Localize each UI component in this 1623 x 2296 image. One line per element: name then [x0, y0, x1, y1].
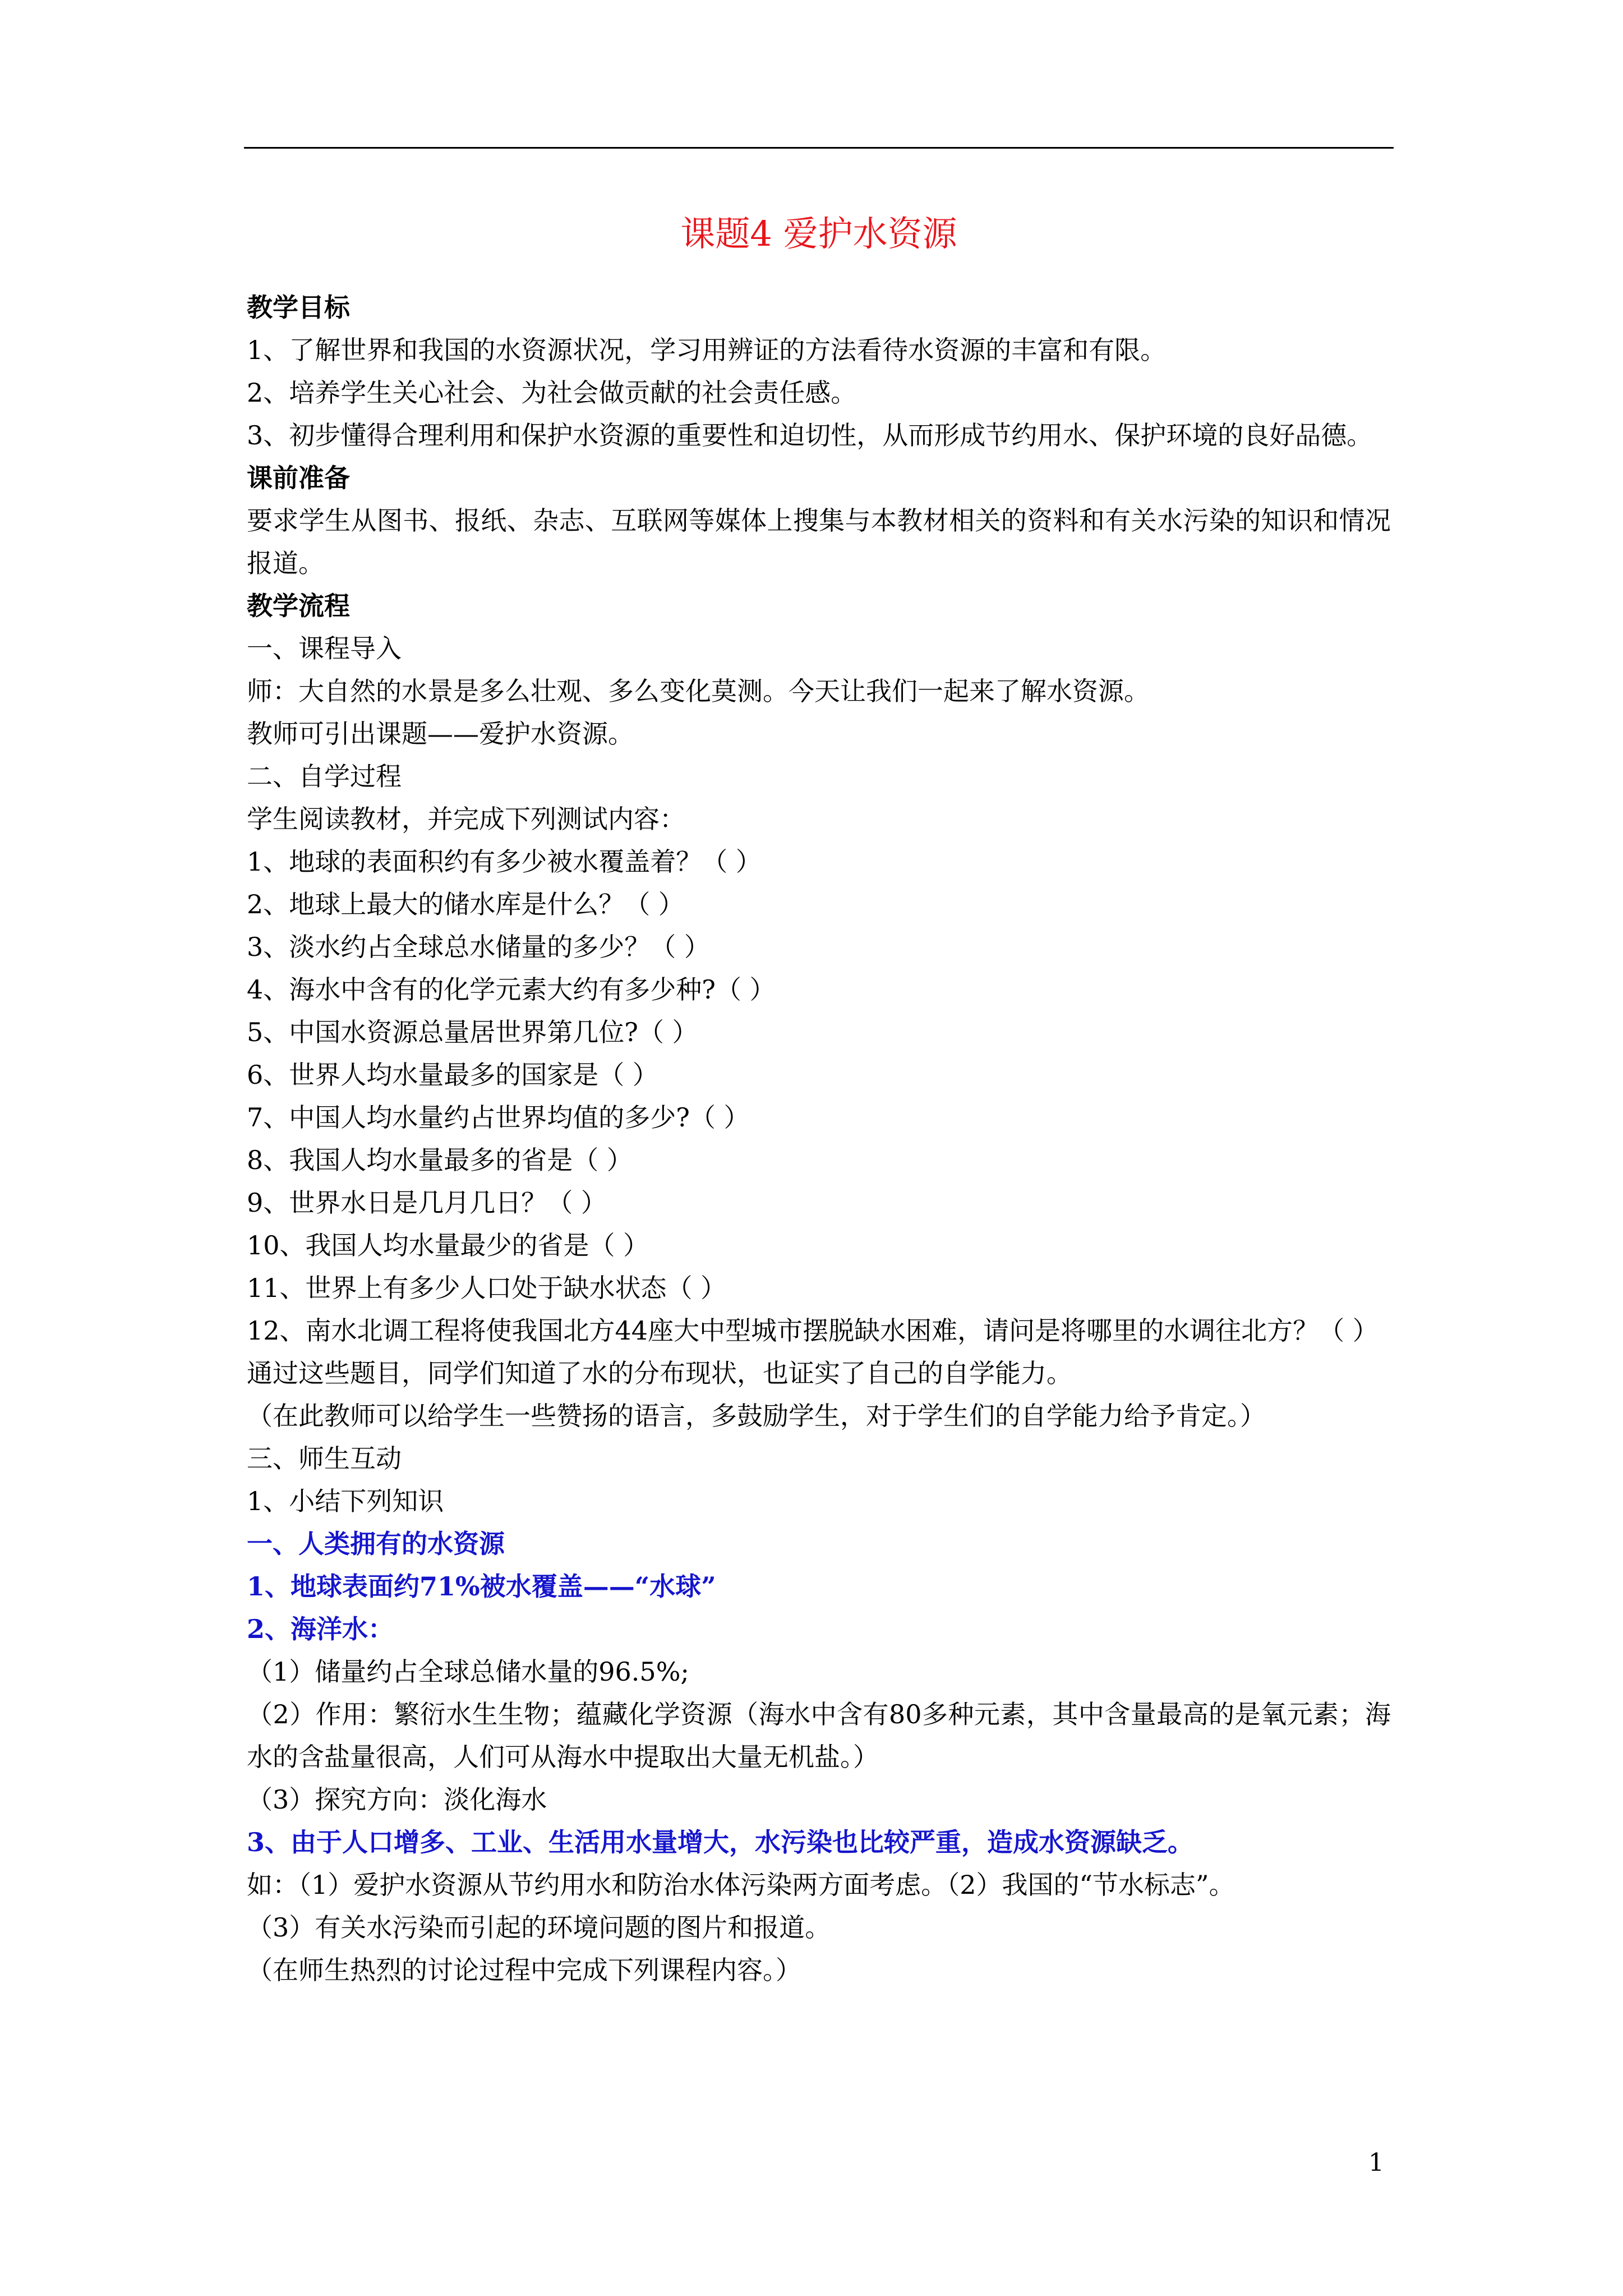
- document-body: [247, 286, 1391, 1991]
- closing-line: （在师生热烈的讨论过程中完成下列课程内容。）: [247, 1955, 801, 1985]
- section-heading-process: 教学流程: [247, 591, 350, 621]
- intro-line: 教师可引出课题——爱护水资源。: [247, 719, 634, 749]
- summary-line: 通过这些题目，同学们知道了水的分布现状，也证实了自己的自学能力。: [247, 1358, 1072, 1388]
- part-intro-heading: 一、课程导入: [247, 633, 402, 664]
- example-line: （3）有关水污染而引起的环境问题的图片和报道。: [247, 1912, 831, 1943]
- question-item: 7、中国人均水量约占世界均值的多少?（ ）: [247, 1102, 750, 1133]
- section-heading-preparation: 课前准备: [247, 463, 350, 493]
- knowledge-heading: 一、人类拥有的水资源: [247, 1529, 505, 1559]
- ocean-item: （3）探究方向：淡化海水: [247, 1784, 547, 1815]
- question-item: 8、我国人均水量最多的省是（ ）: [247, 1145, 633, 1175]
- question-item: 3、淡水约占全球总水储量的多少？（ ）: [247, 932, 710, 962]
- header-rule: [244, 147, 1394, 149]
- knowledge-point-2: 2、海洋水：: [247, 1614, 394, 1644]
- knowledge-point-3: 3、由于人口增多、工业、生活用水量增大，水污染也比较严重，造成水资源缺乏。: [247, 1827, 1194, 1857]
- section-heading-objectives: 教学目标: [247, 292, 350, 323]
- teacher-line: 师：大自然的水景是多么壮观、多么变化莫测。今天让我们一起来了解水资源。: [247, 676, 1150, 706]
- summary-subheading: 1、小结下列知识: [247, 1486, 444, 1516]
- question-item: 5、中国水资源总量居世界第几位?（ ）: [247, 1017, 698, 1047]
- question-item: 9、世界水日是几月几日？（ ）: [247, 1188, 607, 1218]
- objective-1: 1、了解世界和我国的水资源状况，学习用辨证的方法看待水资源的丰富和有限。: [247, 335, 1166, 365]
- part-interaction-heading: 三、师生互动: [247, 1443, 402, 1474]
- page-title: 课题4 爱护水资源: [680, 213, 957, 254]
- part-selfstudy-heading: 二、自学过程: [247, 761, 402, 792]
- objective-3: 3、初步懂得合理利用和保护水资源的重要性和迫切性，从而形成节约用水、保护环境的良好品德。: [247, 420, 1373, 450]
- ocean-item: （2）作用：繁衍水生生物；蕴藏化学资源（海水中含有80多种元素，其中含量最高的是氧元素；海水的含盐量很高，人们可从海水中提取出大量无机盐。）: [247, 1699, 1391, 1772]
- example-line: 如：（1）爱护水资源从节约用水和防治水体污染两方面考虑。（2）我国的“节水标志”。: [247, 1870, 1235, 1900]
- question-item: 2、地球上最大的储水库是什么？（ ）: [247, 889, 684, 919]
- question-item: 1、地球的表面积约有多少被水覆盖着？（ ）: [247, 846, 762, 877]
- knowledge-point-1: 1、地球表面约71%被水覆盖——“水球”: [247, 1571, 716, 1602]
- page-number: 1: [1368, 2148, 1384, 2177]
- question-item: 6、世界人均水量最多的国家是（ ）: [247, 1060, 658, 1090]
- encourage-line: （在此教师可以给学生一些赞扬的语言，多鼓励学生，对于学生们的自学能力给予肯定。）: [247, 1401, 1266, 1431]
- preparation-text: 要求学生从图书、报纸、杂志、互联网等媒体上搜集与本教材相关的资料和有关水污染的知识和情况报道。: [247, 505, 1391, 578]
- objective-2: 2、培养学生关心社会、为社会做贡献的社会责任感。: [247, 378, 857, 408]
- question-item: 11、世界上有多少人口处于缺水状态（ ）: [247, 1273, 727, 1303]
- reading-line: 学生阅读教材，并完成下列测试内容：: [247, 804, 685, 834]
- question-item: 4、海水中含有的化学元素大约有多少种?（ ）: [247, 974, 776, 1005]
- question-item: 10、我国人均水量最少的省是（ ）: [247, 1230, 649, 1260]
- ocean-item: （1）储量约占全球总储水量的96.5%;: [247, 1657, 689, 1687]
- question-item: 12、南水北调工程将使我国北方44座大中型城市摆脱缺水困难，请问是将哪里的水调往北方？（ ）: [247, 1315, 1378, 1346]
